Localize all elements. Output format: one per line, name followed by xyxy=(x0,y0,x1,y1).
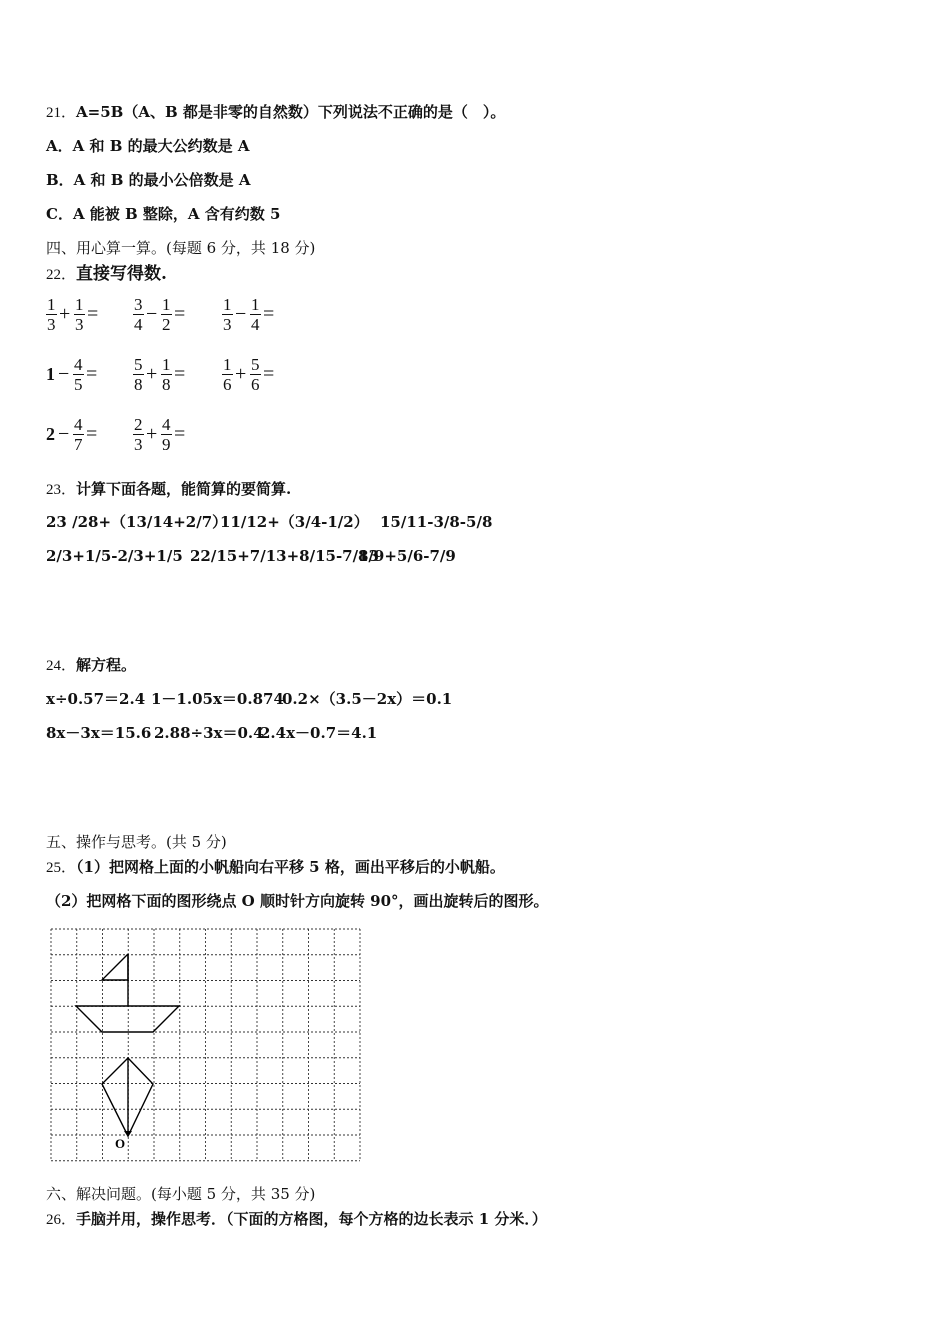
q23-stem: 计算下面各题，能简算的要简算. xyxy=(76,480,292,498)
q22-equals: = xyxy=(174,303,186,325)
q23-expr-3: 15/11-3/8-5/8 xyxy=(380,513,493,531)
q22-operator: − xyxy=(146,303,158,325)
q24-eq-4: 8x－3x＝15.6 xyxy=(46,724,152,742)
q22-fraction-b-numerator: 1 xyxy=(251,295,260,314)
q24-stem: 解方程。 xyxy=(76,656,137,674)
q22-fraction-a-numerator: 1 xyxy=(223,295,232,314)
q25-number: 25． xyxy=(46,860,77,876)
q23-expr-4: 2/3+1/5-2/3+1/5 xyxy=(46,547,183,565)
q22-fraction-a-denominator: 8 xyxy=(134,375,143,394)
q25-line-1: （1）把网格上面的小帆船向右平移 5 格，画出平移后的小帆船。 xyxy=(76,858,505,876)
q22-fraction-a-numerator: 5 xyxy=(134,355,143,374)
q22-fraction-b-denominator: 7 xyxy=(74,435,83,454)
q22-whole-number: 2 xyxy=(46,424,55,444)
q22-fraction-b-denominator: 6 xyxy=(251,375,260,394)
q22-fraction-b-numerator: 5 xyxy=(251,355,260,374)
q22-fraction-a-numerator: 1 xyxy=(47,295,56,314)
q22-equals: = xyxy=(87,303,99,325)
q22-equals: = xyxy=(174,423,186,445)
q22-fraction-b-numerator: 4 xyxy=(74,355,83,374)
q23-expr-1: 23 /28+（13/14+2/7） xyxy=(46,513,228,531)
q22-fraction-b-denominator: 8 xyxy=(162,375,171,394)
q22-operator: + xyxy=(146,363,158,385)
q22-fraction-a-numerator: 2 xyxy=(134,415,143,434)
q22-equals: = xyxy=(263,363,275,385)
q23-number: 23． xyxy=(46,482,77,498)
q22-fraction-a-denominator: 6 xyxy=(223,375,232,394)
q22-operator: + xyxy=(235,363,247,385)
q23-expr-6: 8/9+5/6-7/9 xyxy=(358,547,456,565)
q22-fraction-a-denominator: 3 xyxy=(47,315,56,334)
q23-expr-5: 22/15+7/13+8/15-7/13 xyxy=(190,547,379,565)
q21-number: 21． xyxy=(46,105,77,121)
q22-equals: = xyxy=(174,363,186,385)
q22-fraction-b-numerator: 1 xyxy=(162,355,171,374)
q22-equals: = xyxy=(86,363,98,385)
q22-fraction-b-denominator: 9 xyxy=(162,435,171,454)
q22-stem: 直接写得数. xyxy=(76,264,167,284)
q21-option-a: A．A 和 B 的最大公约数是 A xyxy=(46,137,250,155)
q22-fraction-a-denominator: 3 xyxy=(223,315,232,334)
q24-eq-3: 0.2×（3.5－2x）＝0.1 xyxy=(282,690,453,708)
q22-fraction-b-numerator: 4 xyxy=(74,415,83,434)
q26-number: 26． xyxy=(46,1212,77,1228)
point-o-label: O xyxy=(115,1136,126,1151)
q22-fraction-b-denominator: 5 xyxy=(74,375,83,394)
q24-eq-5: 2.88÷3x＝0.4 xyxy=(154,724,264,742)
q24-eq-1: x÷0.57＝2.4 xyxy=(46,690,146,708)
section-6-heading: 六、解决问题。(每小题 5 分，共 35 分) xyxy=(46,1185,316,1203)
q24-eq-2: 1－1.05x＝0.874 xyxy=(151,690,284,708)
q22-equals: = xyxy=(263,303,275,325)
q22-fraction-b-denominator: 4 xyxy=(251,315,260,334)
q22-fraction-a-denominator: 4 xyxy=(134,315,143,334)
q22-fraction-b-denominator: 3 xyxy=(75,315,84,334)
section-4-heading: 四、用心算一算。(每题 6 分，共 18 分) xyxy=(46,239,316,257)
sailboat-hull xyxy=(76,1006,179,1032)
q22-operator: − xyxy=(58,363,70,385)
q22-operator: − xyxy=(58,423,70,445)
q21-option-b: B．A 和 B 的最小公倍数是 A xyxy=(46,171,251,189)
q26-question xyxy=(46,1209,547,1230)
q22-operator: + xyxy=(146,423,158,445)
q22-fraction-b-numerator: 1 xyxy=(162,295,171,314)
q21-stem: A=5B（A、B 都是非零的自然数）下列说法不正确的是（ ）。 xyxy=(76,103,506,121)
point-o-marker xyxy=(124,1131,132,1137)
q21-option-c: C．A 能被 B 整除，A 含有约数 5 xyxy=(46,205,281,223)
q24-number: 24． xyxy=(46,658,77,674)
q22-fraction-b-numerator: 1 xyxy=(75,295,84,314)
q22-operator: + xyxy=(59,303,71,325)
q25-line-2: （2）把网格下面的图形绕点 O 顺时针方向旋转 90°，画出旋转后的图形。 xyxy=(46,892,549,910)
q22-fraction-b-denominator: 2 xyxy=(162,315,171,334)
q24-eq-6: 2.4x－0.7＝4.1 xyxy=(260,724,378,742)
q26-stem: 手脑并用，操作思考．（下面的方格图，每个方格的边长表示 1 分米．） xyxy=(76,1210,547,1228)
grid-lines xyxy=(51,929,360,1161)
q22-fraction-b-numerator: 4 xyxy=(162,415,171,434)
q22-equals: = xyxy=(86,423,98,445)
q22-operator: − xyxy=(235,303,247,325)
q22-fraction-a-denominator: 3 xyxy=(134,435,143,454)
q22-number: 22． xyxy=(46,267,77,283)
q22-whole-number: 1 xyxy=(46,364,55,384)
section-5-heading: 五、操作与思考。(共 5 分) xyxy=(46,833,227,851)
q22-fraction-a-numerator: 3 xyxy=(134,295,143,314)
q23-expr-2: 11/12+（3/4-1/2） xyxy=(220,513,369,531)
sailboat-sail xyxy=(102,954,128,980)
q22-fraction-a-numerator: 1 xyxy=(223,355,232,374)
